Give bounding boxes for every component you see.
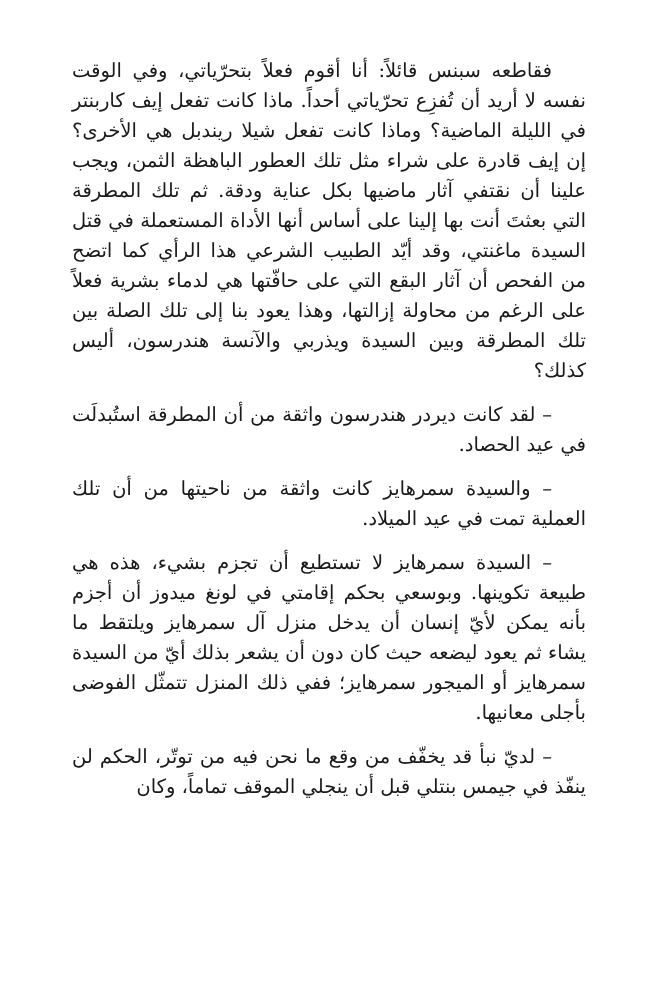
paragraph-dialogue-hammer-harvest: – لقد كانت ديردر هندرسون واثقة من أن المطرقة استُبدلَت في عيد الحصاد. <box>72 403 586 456</box>
paragraph-dialogue-news: – لديّ نبأ قد يخفّف من وقع ما نحن فيه من توتّر، الحكم لن ينفّذ في جيمس بنتلي قبل أن ينجلي الموقف تماماً، وكان <box>72 745 586 798</box>
paragraph-dialogue-summerhayes-house: – السيدة سمرهايز لا تستطيع أن تجزم بشيء، هذه هي طبيعة تكوينها. وبوسعي بحكم إقامتي في لونغ ميدوز أن أجزم بأنه يمكن لأيّ إنسان أن يدخل منزل آل سمرهايز ويلتقط ما يشاء ثم يعود ليضعه حيث كان دون أن يشعر بذلك أيّ من السيدة سمرهايز أو الميجور سمرهايز؛ ففي ذلك المنزل تتمثّل الفوضى بأجلى معانيها. <box>72 551 586 724</box>
paragraph-inspector-speech: فقاطعه سبنس قائلاً: أنا أقوم فعلاً بتحرّياتي، وفي الوقت نفسه لا أريد أن تُفزِع تحرّياتي أحداً. ماذا كانت تفعل إيف كاربنتر في الليلة الماضية؟ وماذا كانت تفعل شيلا ريندبل هي الأخرى؟ إن إيف قادرة على شراء مثل تلك العطور الباهظة الثمن، ويجب علينا أن نقتفي آثار ماضيها بكل عناية ودقة. ثم تلك المطرقة التي بعثتَ أنت بها إلينا على أساس أنها الأداة المستعملة في قتل السيدة ماغنتي، وقد أيّد الطبيب الشرعي هذا الرأي كما اتضح من الفحص أن آثار البقع التي على حافّتها هي لدماء بشرية فعلاً على الرغم من محاولة إزالتها، وهذا يعود بنا إلى تلك الصلة بين تلك المطرقة وبين السيدة ويذربي والآنسة هندرسون، أليس كذلك؟ <box>72 59 586 382</box>
book-page <box>72 56 586 802</box>
paragraph-dialogue-christmas: – والسيدة سمرهايز كانت واثقة من ناحيتها من أن تلك العملية تمت في عيد الميلاد. <box>72 477 586 530</box>
